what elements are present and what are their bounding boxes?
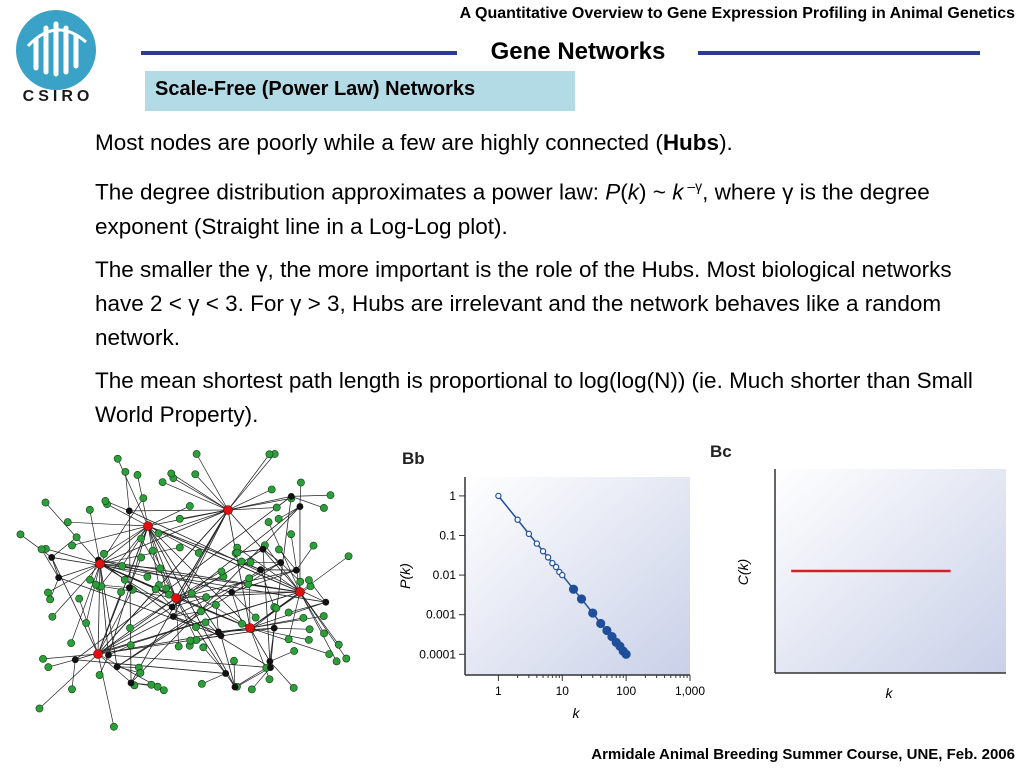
leaf-node [200,644,207,651]
leaf-node [212,601,219,608]
network-edge [43,654,98,659]
leaf-node [202,619,209,626]
mid-node [232,684,239,691]
leaf-node [188,590,195,597]
leaf-node [203,594,210,601]
leaf-node [68,542,75,549]
network-edge [274,628,309,629]
leaf-node [64,519,71,526]
leaf-node [176,544,183,551]
leaf-node [121,576,128,583]
plot-b-point [496,493,501,498]
hub-node [224,506,233,515]
leaf-node [152,586,159,593]
plot-b-point [545,555,550,560]
y-tick-label: 0.001 [425,607,456,622]
leaf-node [246,575,253,582]
plot-b-point [515,517,520,522]
mid-node [48,554,55,561]
plot-b-point [540,549,545,554]
leaf-node [310,542,317,549]
leaf-node [265,518,272,525]
leaf-node [175,643,182,650]
network-edge [108,655,270,667]
p1-end: ). [719,130,733,155]
network-edge [72,660,75,690]
paragraph-hubs [95,126,975,160]
leaf-node [38,546,45,553]
leaf-node [155,530,162,537]
degree-distribution-chart [395,440,715,730]
subtitle-text: Scale-Free (Power Law) Networks [155,78,476,100]
network-edge [173,478,228,510]
leaf-node [68,686,75,693]
leaf-node [335,641,342,648]
plot-b-point [553,564,558,569]
leaf-node [343,655,350,662]
network-edge [98,654,114,727]
leaf-node [159,478,166,485]
mid-node [271,625,278,632]
plot-c-xlabel: k [885,685,893,701]
header-rule-left [141,51,457,55]
leaf-node [86,506,93,513]
hub-node [96,560,105,569]
network-edge [68,522,148,526]
page-title: Gene Networks [490,38,666,65]
paragraph-power-law: The degree distribution approximates a power law: P(k) ~ k $^{-\gamma}$, where γ is the degree exponent (Straight line in a Log-Log plot). [95,178,930,239]
network-edge [228,489,272,510]
leaf-node [300,614,307,621]
mid-node [266,658,273,665]
y-tick-label: 0.01 [432,568,456,583]
network-edge [129,510,228,511]
network-edge [291,495,330,496]
leaf-node [333,658,340,665]
network-edge [75,496,291,659]
leaf-node [154,683,161,690]
leaf-node [193,450,200,457]
plot-b-point [560,572,565,577]
leaf-node [157,565,164,572]
mid-node [169,604,176,611]
network-edge [98,598,176,654]
leaf-node [140,495,147,502]
leaf-node [238,620,245,627]
hub-node [172,594,181,603]
leaf-node [44,589,51,596]
hub-node [144,522,153,531]
leaf-node [192,624,199,631]
p2-exp: –γ [683,178,703,194]
leaf-node [83,619,90,626]
network-edge [75,660,225,674]
network-edge [98,564,100,654]
x-tick-label: 10 [555,684,569,698]
leaf-node [273,504,280,511]
mid-node [257,566,264,573]
leaf-node [127,642,134,649]
leaf-node [320,612,327,619]
network-edge [250,628,270,661]
leaf-node [320,504,327,511]
plot-b-point [534,541,539,546]
leaf-node [68,640,75,647]
p1-text: Most nodes are poorly while a few are highly connected ( [95,130,663,155]
leaf-node [247,559,254,566]
network-edge [72,526,148,545]
leaf-node [197,608,204,615]
leaf-node [218,568,225,575]
leaf-node [305,636,312,643]
hub-node [94,650,103,659]
leaf-node [134,471,141,478]
mid-node [114,663,121,670]
leaf-node [297,479,304,486]
mid-node [72,656,79,663]
leaf-node [230,657,237,664]
network-edge [39,654,98,709]
leaf-node [73,534,80,541]
leaf-node [144,573,151,580]
mid-node [322,599,329,606]
mid-node [222,670,229,677]
plot-b-area [465,477,690,675]
leaf-node [187,637,194,644]
leaf-node [102,497,109,504]
network-edge [98,592,121,654]
mid-node [55,574,62,581]
leaf-node [297,578,304,585]
mid-node [288,493,295,500]
network-edge [263,549,270,661]
network-edge [261,570,297,571]
mid-node [277,559,284,566]
network-edge [163,482,228,510]
p2-end: , where γ is the degree exponent (Straight line in a Log-Log plot). [95,179,930,239]
leaf-node [42,499,49,506]
p2-P: P [605,179,621,205]
leaf-node [305,577,312,584]
leaf-node [137,669,144,676]
network-edge [203,647,225,673]
network-edge [48,660,75,667]
subtitle-banner [145,71,575,111]
leaf-node [176,515,183,522]
leaf-node [287,531,294,538]
leaf-node [17,531,24,538]
body-text [95,126,975,441]
network-edge [148,526,300,592]
network-graph [0,448,400,748]
plot-c-ylabel: C(k) [735,558,751,586]
clustering-chart [705,440,1024,730]
leaf-node [122,468,129,475]
leaf-node [252,614,259,621]
leaf-node [36,705,43,712]
leaf-node [126,624,133,631]
hub-node [246,624,255,633]
leaf-node [345,553,352,560]
x-tick-label: 1 [495,684,502,698]
plot-b-ylabel: P(k) [397,563,413,589]
x-tick-label: 1,000 [674,684,706,698]
course-title: A Quantitative Overview to Gene Expression Profiling in Animal Genetics [459,5,1015,22]
mid-node [105,652,112,659]
header-rule-right [698,51,980,55]
y-tick-label: 1 [449,488,456,503]
leaf-node [39,655,46,662]
network-edge [197,454,228,510]
footer-text: Armidale Animal Breeding Summer Course, UNE, Feb. 2006 [591,746,1015,763]
leaf-node [285,609,292,616]
network-edge [148,506,190,526]
logo-text: CSIRO [22,88,94,105]
p2-text: The degree distribution approximates a power law: [95,179,606,205]
paragraph-gamma: The smaller the γ, the more important is the role of the Hubs. Most biological networks have 2 < γ < 3. For γ > 3, Hubs are irrelevant and the network behaves like a random network. [95,256,952,350]
y-tick-label: 0.1 [439,528,456,543]
leaf-node [45,664,52,671]
mid-node [218,632,225,639]
leaf-node [76,595,83,602]
leaf-node [326,651,333,658]
leaf-node [234,549,241,556]
leaf-node [119,562,126,569]
p2-k1: k [627,179,640,205]
leaf-node [195,549,202,556]
hubs-bold: Hubs [662,130,720,155]
mid-node [126,584,133,591]
paragraph-path-length: The mean shortest path length is proportional to log(log(N)) (ie. Much shorter than Small World Property). [95,367,973,427]
plot-b-point [526,531,531,536]
network-edge [291,496,324,508]
leaf-node [268,486,275,493]
leaf-node [275,515,282,522]
plot-b-point [597,619,605,627]
plot-b-point [577,595,585,603]
x-tick-label: 100 [616,684,637,698]
plot-b-point [589,609,597,617]
network-edge [270,661,294,687]
leaf-node [149,547,156,554]
mid-node [228,589,235,596]
mid-node [126,507,133,514]
leaf-node [47,596,54,603]
leaf-node [117,588,124,595]
network-edge [228,454,269,510]
network-edge [79,599,98,654]
panel-b-label: Bb [402,449,425,468]
p2-tilde: ~ [646,179,673,205]
mid-node [267,664,274,671]
leaf-node [327,492,334,499]
plot-b-xlabel: k [572,705,580,721]
network-edge [296,546,313,571]
leaf-node [248,686,255,693]
mid-node [170,613,177,620]
leaf-node [168,470,175,477]
leaf-node [138,554,145,561]
leaf-node [275,546,282,553]
plot-b-point [622,650,630,658]
network-edge [90,510,100,564]
leaf-node [100,550,107,557]
leaf-node [86,576,93,583]
p2-k2: k [672,179,684,205]
plot-b-point [570,585,578,593]
mid-node [128,680,135,687]
leaf-node [285,636,292,643]
y-tick-label: 0.0001 [419,647,456,662]
network-edge [71,564,100,643]
leaf-node [306,626,313,633]
leaf-node [266,451,273,458]
leaf-node [238,558,245,565]
leaf-node [49,613,56,620]
network-edge [125,472,129,511]
leaf-node [96,671,103,678]
leaf-node [192,471,199,478]
mid-node [260,546,267,553]
network-edge [270,651,294,661]
leaf-node [273,604,280,611]
hub-node [296,588,305,597]
network-edge [118,459,148,526]
leaf-node [114,455,121,462]
leaf-node [198,680,205,687]
leaf-node [266,676,273,683]
leaf-node [186,502,193,509]
network-edge [232,592,242,624]
mid-node [293,567,300,574]
leaf-node [291,647,298,654]
leaf-node [290,684,297,691]
panel-c-label: Bc [710,442,732,461]
leaf-node [92,581,99,588]
mid-node [297,503,304,510]
leaf-node [137,535,144,542]
leaf-node [110,723,117,730]
leaf-node [320,630,327,637]
